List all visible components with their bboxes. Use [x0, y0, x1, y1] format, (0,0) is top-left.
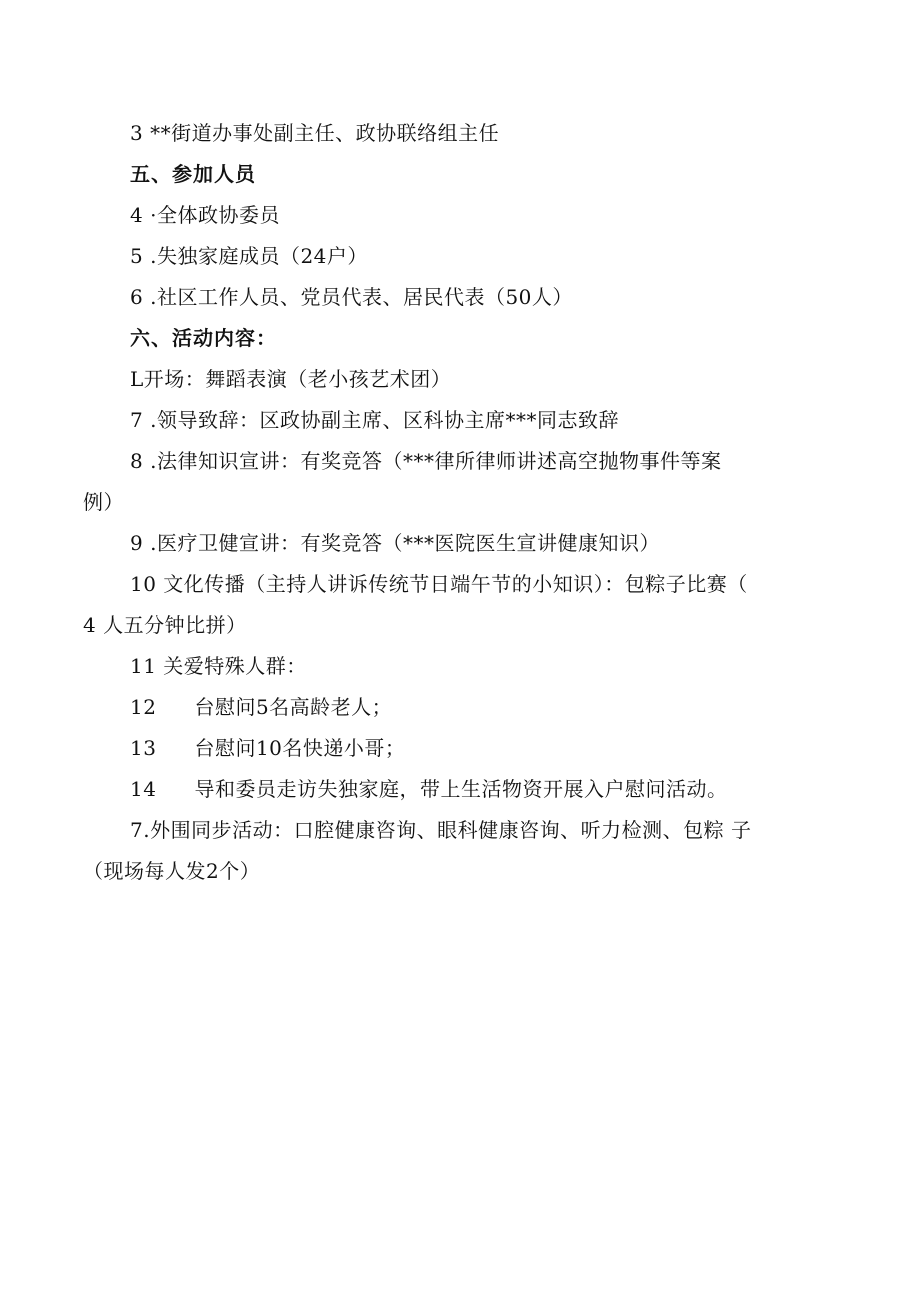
paragraph-activity-8-continued: 例）	[83, 490, 124, 514]
paragraph-activity-11: 11 关爱特殊人群：	[130, 654, 307, 678]
list-item-number: 14	[130, 777, 157, 801]
list-item	[130, 695, 392, 719]
paragraph-participant-5: 5 .失独家庭成员（24户）	[130, 244, 368, 268]
paragraph-activity-7: 7 .领导致辞：区政协副主席、区科协主席***同志致辞	[130, 408, 619, 432]
list-item-text: 台慰问5名高龄老人；	[194, 695, 393, 719]
paragraph-activity-10: 10 文化传播（主持人讲诉传统节日端午节的小知识）：包粽子比赛（	[130, 572, 748, 596]
section-heading-participants: 五、参加人员	[130, 162, 256, 186]
paragraph-activity-8: 8 .法律知识宣讲：有奖竞答（***律所律师讲述高空抛物事件等案	[130, 449, 722, 473]
list-item-text: 导和委员走访失独家庭，带上生活物资开展入户慰问活动。	[194, 777, 728, 801]
section-heading-activities: 六、活动内容：	[130, 326, 277, 350]
list-item	[130, 736, 405, 760]
list-item-number: 12	[130, 695, 157, 719]
paragraph-outer-activities-continued: （现场每人发2个）	[83, 859, 261, 883]
paragraph-activity-10-continued: 4 人五分钟比拼）	[83, 613, 247, 637]
list-item-text: 台慰问10名快递小哥；	[194, 736, 406, 760]
paragraph-activity-9: 9 .医疗卫健宣讲：有奖竞答（***医院医生宣讲健康知识）	[130, 531, 660, 555]
paragraph-participant-6: 6 .社区工作人员、党员代表、居民代表（50人）	[130, 285, 573, 309]
paragraph-activity-opening: L开场：舞蹈表演（老小孩艺术团）	[130, 367, 452, 391]
list-item-number: 13	[130, 736, 157, 760]
paragraph-outer-activities: 7.外围同步活动：口腔健康咨询、眼科健康咨询、听力检测、包粽 子	[130, 818, 752, 842]
paragraph-participant-4: 4 ·全体政协委员	[130, 203, 280, 227]
list-item	[130, 777, 727, 801]
paragraph-leader-3: 3 **街道办事处副主任、政协联络组主任	[130, 121, 500, 145]
